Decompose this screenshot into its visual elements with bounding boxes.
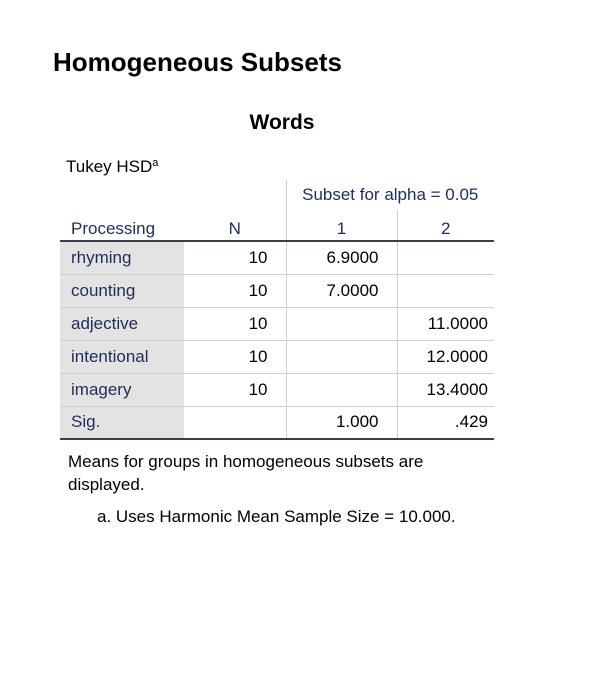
cell-subset-2 <box>397 241 494 274</box>
cell-n: 10 <box>184 274 286 307</box>
cell-subset-1 <box>286 340 397 373</box>
cell-n: 10 <box>184 307 286 340</box>
subset-span-header: Subset for alpha = 0.05 <box>286 180 494 210</box>
column-header-processing: Processing <box>60 210 184 241</box>
column-header-subset-2: 2 <box>397 210 494 241</box>
cell-n: 10 <box>184 373 286 406</box>
table-row <box>60 340 494 373</box>
row-label: rhyming <box>60 241 184 274</box>
table-body <box>60 241 494 439</box>
significance-row <box>60 406 494 439</box>
row-label: counting <box>60 274 184 307</box>
column-header-subset-1: 1 <box>286 210 397 241</box>
header-row-span <box>60 180 494 210</box>
table-row <box>60 241 494 274</box>
cell-subset-2: .429 <box>397 406 494 439</box>
row-label: intentional <box>60 340 184 373</box>
header-row-columns <box>60 210 494 241</box>
row-label: adjective <box>60 307 184 340</box>
column-header-n: N <box>184 210 286 241</box>
cell-subset-2: 13.4000 <box>397 373 494 406</box>
cell-subset-1: 1.000 <box>286 406 397 439</box>
header-empty-cell <box>60 180 184 210</box>
table-row <box>60 373 494 406</box>
cell-subset-1: 7.0000 <box>286 274 397 307</box>
table-row <box>60 307 494 340</box>
cell-subset-1 <box>286 307 397 340</box>
cell-subset-2 <box>397 274 494 307</box>
cell-subset-2: 11.0000 <box>397 307 494 340</box>
footnote-means: Means for groups in homogeneous subsets are displayed. <box>68 452 424 494</box>
section-title: Homogeneous Subsets <box>53 47 342 77</box>
homogeneous-subsets-table <box>60 180 494 440</box>
table-title: Words <box>249 111 315 134</box>
cell-subset-1: 6.9000 <box>286 241 397 274</box>
row-label: Sig. <box>60 406 184 439</box>
cell-n: 10 <box>184 340 286 373</box>
cell-subset-2: 12.0000 <box>397 340 494 373</box>
header-empty-cell <box>184 180 286 210</box>
footnote-marker: a <box>152 157 159 169</box>
cell-subset-1 <box>286 373 397 406</box>
cell-n: 10 <box>184 241 286 274</box>
row-label: imagery <box>60 373 184 406</box>
table-row <box>60 274 494 307</box>
footnote-harmonic-mean: a. Uses Harmonic Mean Sample Size = 10.000. <box>97 507 456 526</box>
test-name-text: Tukey HSD <box>66 157 153 176</box>
test-name <box>66 152 158 178</box>
cell-n <box>184 406 286 439</box>
